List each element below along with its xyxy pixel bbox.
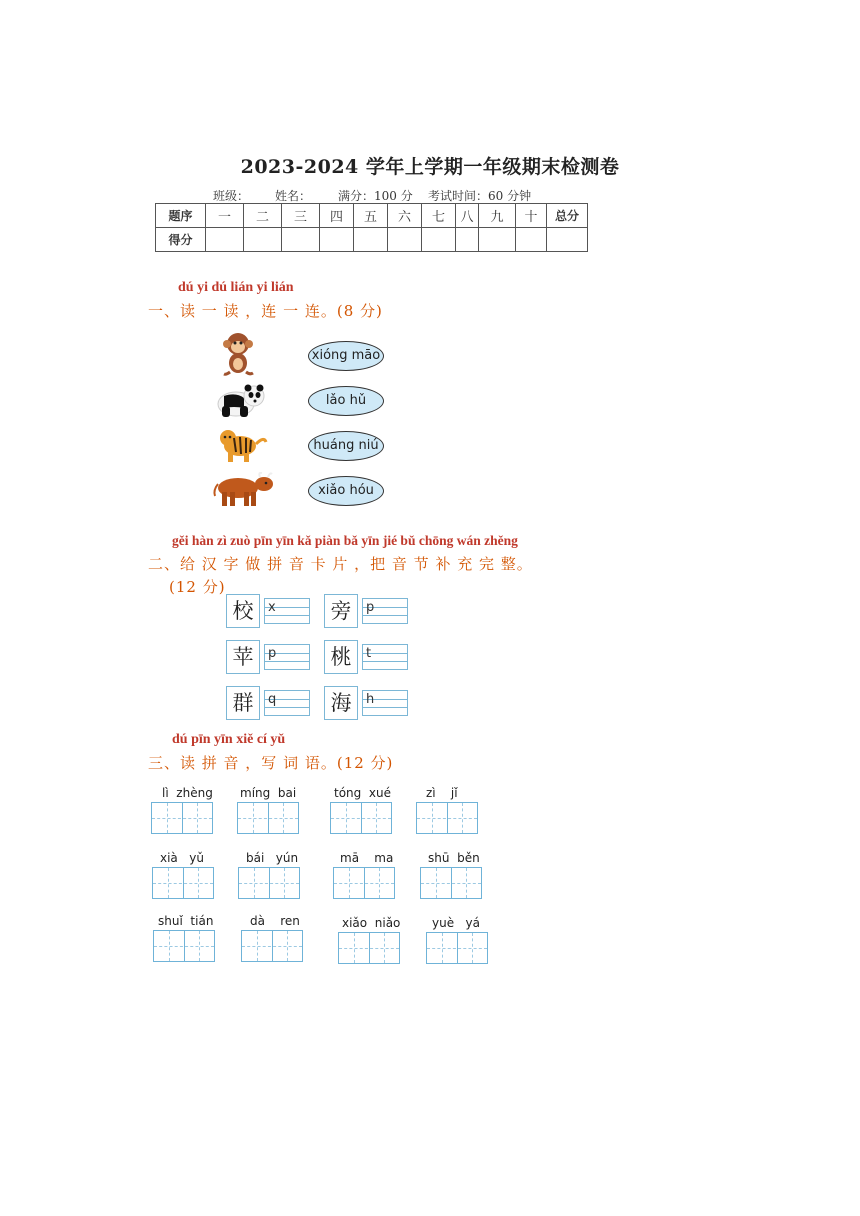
col-4: 四 — [320, 204, 354, 228]
hanzi-card: 海 — [324, 686, 358, 720]
pinyin-lines[interactable] — [264, 644, 310, 670]
word-pinyin: mā ma — [340, 851, 394, 865]
writing-grid[interactable] — [238, 867, 300, 899]
word-pinyin: shū běn — [428, 851, 480, 865]
exam-time-label: 考试时间：60 分钟 — [428, 189, 532, 203]
writing-grid[interactable] — [152, 867, 214, 899]
writing-grid[interactable] — [151, 802, 213, 834]
writing-grid[interactable] — [426, 932, 488, 964]
name-label: 姓名： — [275, 189, 312, 203]
col-1: 一 — [206, 204, 244, 228]
section3-title: 三、读 拼 音 ，写 词 语。(12 分) — [148, 754, 394, 772]
pinyin-option-panda[interactable]: xióng māo — [308, 341, 384, 371]
word-pinyin: xià yǔ — [160, 851, 204, 865]
writing-grid[interactable] — [333, 867, 395, 899]
hanzi-card: 校 — [226, 594, 260, 628]
score-table — [155, 203, 588, 252]
word-pinyin: tóng xué — [334, 786, 391, 800]
pinyin-lines[interactable] — [264, 690, 310, 716]
writing-grid[interactable] — [330, 802, 392, 834]
score-cell[interactable] — [456, 228, 479, 252]
pinyin-lines[interactable] — [362, 644, 408, 670]
pinyin-lines[interactable] — [264, 598, 310, 624]
score-cell[interactable] — [282, 228, 320, 252]
exam-title: 2023-2024 学年上学期一年级期末检测卷 — [240, 156, 620, 178]
pinyin-hint: h — [366, 692, 375, 707]
writing-grid[interactable] — [237, 802, 299, 834]
word-pinyin: míng bai — [240, 786, 297, 800]
score-cell[interactable] — [516, 228, 547, 252]
pinyin-hint: p — [268, 646, 277, 661]
ox-picture — [210, 472, 276, 508]
section2-pinyin: gěi hàn zì zuò pīn yīn kǎ piàn bǎ yīn jié bǔ chōng wán zhěng — [172, 533, 518, 548]
col-9: 九 — [479, 204, 516, 228]
pinyin-hint: q — [268, 692, 277, 707]
score-cell[interactable] — [479, 228, 516, 252]
row-label-score: 得分 — [156, 228, 206, 252]
pinyin-option-ox[interactable]: huáng niú — [308, 431, 384, 461]
word-pinyin: zì jǐ — [426, 786, 458, 800]
section2-title: 二、给 汉 字 做 拼 音 卡 片 ，把 音 节 补 充 完 整。 — [148, 555, 533, 573]
writing-grid[interactable] — [241, 930, 303, 962]
col-3: 三 — [282, 204, 320, 228]
score-cell[interactable] — [354, 228, 388, 252]
col-2: 二 — [244, 204, 282, 228]
score-table-row-score — [156, 228, 588, 252]
section2-points: (12 分) — [169, 578, 226, 596]
col-7: 七 — [422, 204, 456, 228]
col-6: 六 — [388, 204, 422, 228]
col-10: 十 — [516, 204, 547, 228]
col-8: 八 — [456, 204, 479, 228]
writing-grid[interactable] — [338, 932, 400, 964]
col-5: 五 — [354, 204, 388, 228]
writing-grid[interactable] — [420, 867, 482, 899]
score-cell[interactable] — [388, 228, 422, 252]
score-cell[interactable] — [206, 228, 244, 252]
pinyin-hint: p — [366, 600, 375, 615]
writing-grid[interactable] — [416, 802, 478, 834]
pinyin-hint: x — [268, 600, 276, 615]
word-pinyin: lì zhèng — [162, 786, 213, 800]
hanzi-card: 群 — [226, 686, 260, 720]
word-pinyin: xiǎo niǎo — [342, 916, 401, 930]
monkey-picture — [218, 330, 258, 376]
pinyin-option-monkey[interactable]: xiǎo hóu — [308, 476, 384, 506]
hanzi-card: 苹 — [226, 640, 260, 674]
word-pinyin: yuè yá — [432, 916, 480, 930]
section1-title: 一、读 一 读 ，连 一 连。(8 分) — [148, 302, 383, 320]
hanzi-card: 旁 — [324, 594, 358, 628]
score-cell[interactable] — [244, 228, 282, 252]
tiger-picture — [218, 426, 268, 464]
panda-picture — [214, 382, 266, 418]
pinyin-hint: t — [366, 646, 372, 661]
class-label: 班级： — [213, 189, 250, 203]
section3-pinyin: dú pīn yīn xiě cí yǔ — [172, 732, 286, 747]
pinyin-option-tiger[interactable]: lǎo hǔ — [308, 386, 384, 416]
pinyin-lines[interactable] — [362, 690, 408, 716]
total-score-cell[interactable] — [547, 228, 588, 252]
hanzi-card: 桃 — [324, 640, 358, 674]
row-label-order: 题序 — [156, 204, 206, 228]
score-cell[interactable] — [422, 228, 456, 252]
word-pinyin: shuǐ tián — [158, 914, 214, 928]
pinyin-lines[interactable] — [362, 598, 408, 624]
total-label: 总分 — [547, 204, 588, 228]
word-pinyin: bái yún — [246, 851, 299, 865]
section1-pinyin: dú yi dú lián yi lián — [178, 280, 294, 295]
writing-grid[interactable] — [153, 930, 215, 962]
score-table-row-order — [156, 204, 588, 228]
full-score-label: 满分：100 分 — [338, 189, 413, 203]
word-pinyin: dà ren — [250, 914, 300, 928]
score-cell[interactable] — [320, 228, 354, 252]
